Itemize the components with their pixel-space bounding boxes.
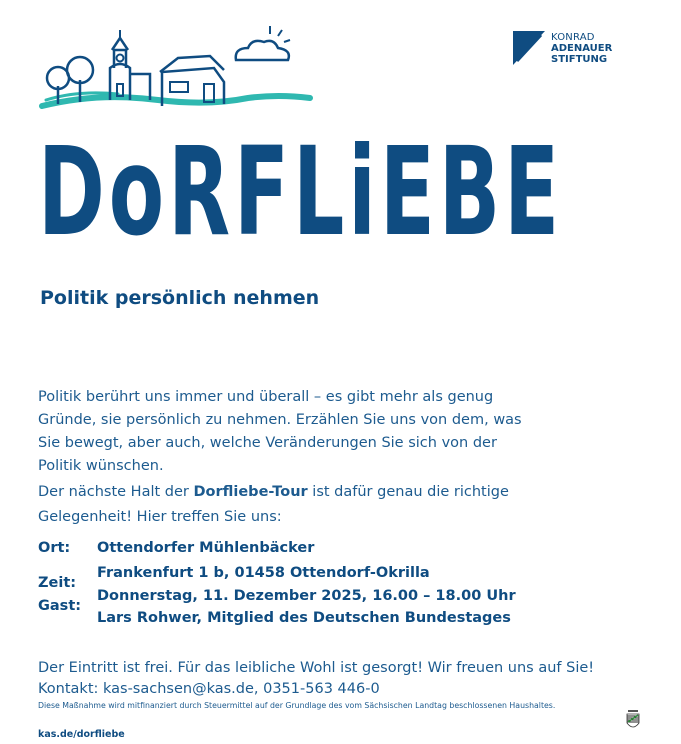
- tour-text-before: Der nächste Halt der: [38, 484, 194, 500]
- kas-logo-icon: [513, 31, 545, 65]
- saxony-coat-of-arms-icon: [625, 709, 641, 731]
- zeit-value: Donnerstag, 11. Dezember 2025, 16.00 – 18.00 Uhr: [97, 588, 516, 604]
- finance-note: Diese Maßnahme wird mitfinanziert durch Steuermittel auf der Grundlage des vom Sächsischen Landtag beschlossenen Haushaltes.: [38, 701, 556, 710]
- ort-address: Frankenfurt 1 b, 01458 Ottendorf-Okrilla: [97, 565, 430, 581]
- dorfliebe-title: DoRFLiEBE: [38, 121, 564, 263]
- intro-paragraph: Politik berührt uns immer und überall – es gibt mehr als genug Gründe, sie persönlich zu nehmen. Erzählen Sie uns von dem, was Sie bewegt, aber auch, welche Veränderungen Sie sich von der Politik wünschen.: [38, 389, 522, 474]
- kas-logo: [513, 31, 623, 67]
- website-link[interactable]: kas.de/dorfliebe: [38, 729, 125, 740]
- subtitle: Politik persönlich nehmen: [40, 287, 320, 309]
- tour-name: Dorfliebe-Tour: [193, 484, 308, 500]
- tour-text-after: ist dafür genau die richtige Gelegenheit! Hier treffen Sie uns:: [38, 484, 509, 525]
- admission-note: Der Eintritt ist frei. Für das leibliche Wohl ist gesorgt! Wir freuen uns auf Sie!: [38, 660, 595, 676]
- ort-label: Ort:: [38, 540, 71, 556]
- gast-label: Gast:: [38, 598, 82, 614]
- tour-paragraph: [38, 480, 558, 530]
- logo-line-adenauer: ADENAUER: [551, 43, 613, 54]
- zeit-label: Zeit:: [38, 575, 77, 591]
- village-illustration-icon: [38, 20, 318, 112]
- footer-text: [38, 658, 594, 700]
- logo-line-konrad: KONRAD: [551, 32, 595, 43]
- logo-line-stiftung: STIFTUNG: [551, 54, 608, 65]
- contact-line: Kontakt: kas-sachsen@kas.de, 0351-563 446-0: [38, 681, 380, 697]
- gast-value: Lars Rohwer, Mitglied des Deutschen Bundestages: [97, 610, 511, 626]
- ort-venue: Ottendorfer Mühlenbäcker: [97, 540, 315, 556]
